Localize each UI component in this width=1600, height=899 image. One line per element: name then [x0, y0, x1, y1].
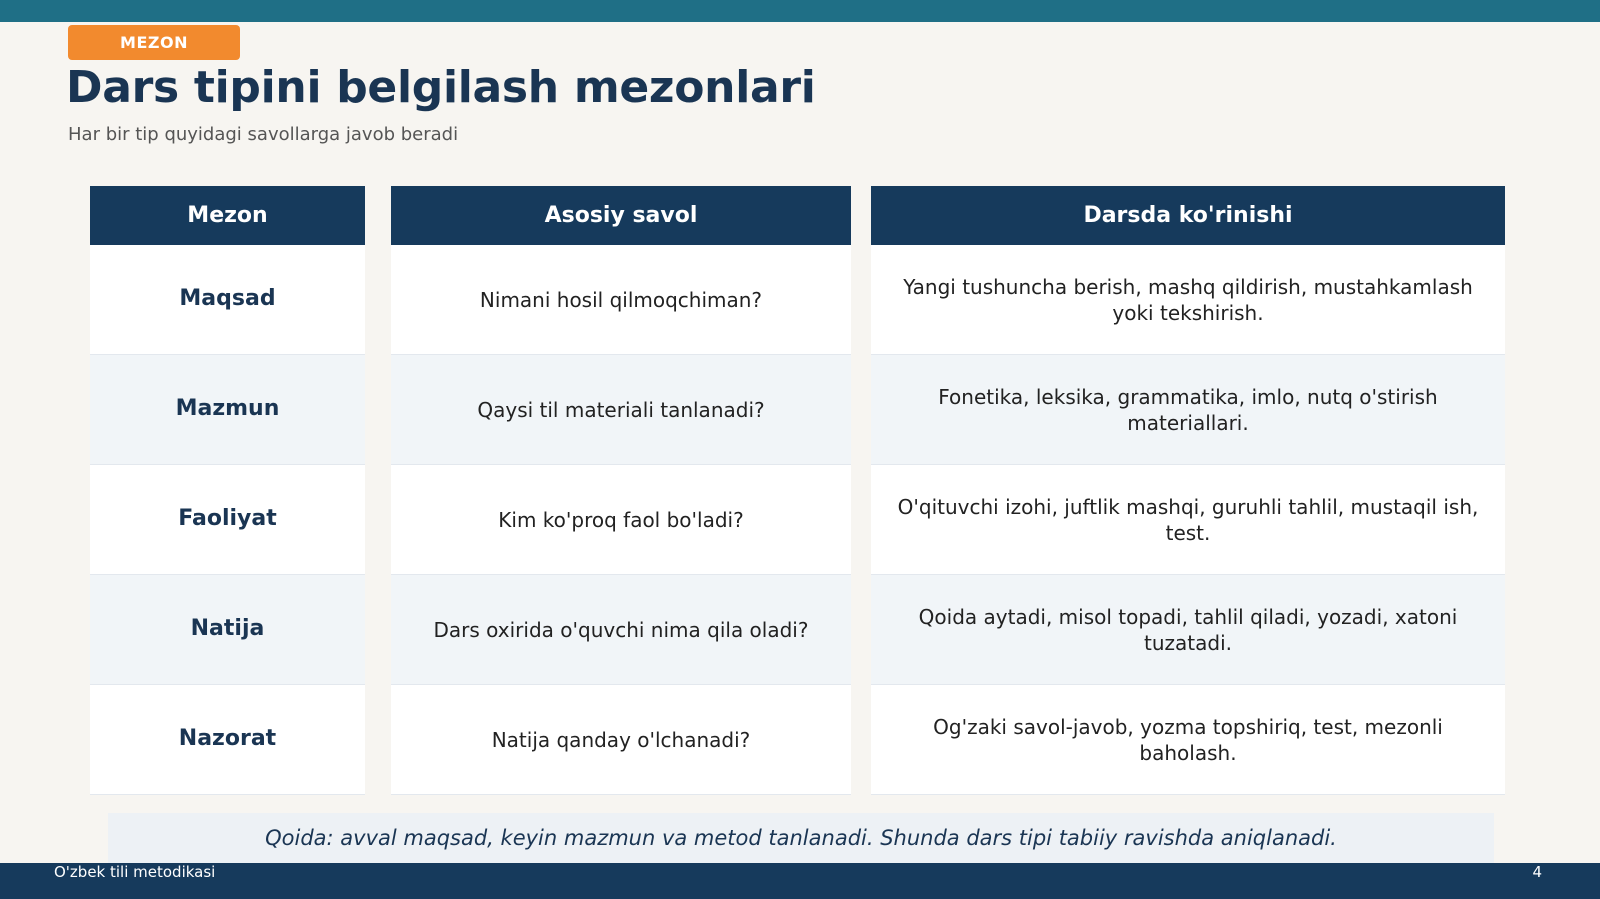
- category-badge: MEZON: [68, 25, 240, 60]
- table-cell: Mazmun: [90, 355, 365, 465]
- rule-note: Qoida: avval maqsad, keyin mazmun va metod tanlanadi. Shunda dars tipi tabiiy ravishda aniqlanadi.: [108, 813, 1494, 863]
- column-asosiy-savol: [391, 186, 851, 796]
- table-cell: Yangi tushuncha berish, mashq qildirish, mustahkamlash yoki tekshirish.: [871, 245, 1505, 355]
- table-cell: Qoida aytadi, misol topadi, tahlil qiladi, yozadi, xatoni tuzatadi.: [871, 575, 1505, 685]
- column-header: Mezon: [90, 186, 365, 245]
- footer-course-name: O'zbek tili metodikasi: [54, 863, 216, 881]
- table-cell: Dars oxirida o'quvchi nima qila oladi?: [391, 575, 851, 685]
- page-number: 4: [1532, 863, 1542, 881]
- table-cell: Kim ko'proq faol bo'ladi?: [391, 465, 851, 575]
- top-bar: [0, 0, 1600, 22]
- column-darsda-korinishi: [871, 186, 1505, 796]
- table-cell: Natija: [90, 575, 365, 685]
- table-cell: Qaysi til materiali tanlanadi?: [391, 355, 851, 465]
- table-cell: Fonetika, leksika, grammatika, imlo, nutq o'stirish materiallari.: [871, 355, 1505, 465]
- table-cell: Maqsad: [90, 245, 365, 355]
- table-cell: Natija qanday o'lchanadi?: [391, 685, 851, 795]
- column-mezon: [90, 186, 365, 796]
- table-cell: Nimani hosil qilmoqchiman?: [391, 245, 851, 355]
- footer-bar: [0, 863, 1600, 899]
- column-header: Darsda ko'rinishi: [871, 186, 1505, 245]
- table-cell: Faoliyat: [90, 465, 365, 575]
- page-title: Dars tipini belgilash mezonlari: [66, 62, 816, 113]
- page-subtitle: Har bir tip quyidagi savollarga javob beradi: [68, 124, 459, 145]
- column-header: Asosiy savol: [391, 186, 851, 245]
- table-cell: Nazorat: [90, 685, 365, 795]
- table-cell: O'qituvchi izohi, juftlik mashqi, guruhli tahlil, mustaqil ish, test.: [871, 465, 1505, 575]
- table-cell: Og'zaki savol-javob, yozma topshiriq, test, mezonli baholash.: [871, 685, 1505, 795]
